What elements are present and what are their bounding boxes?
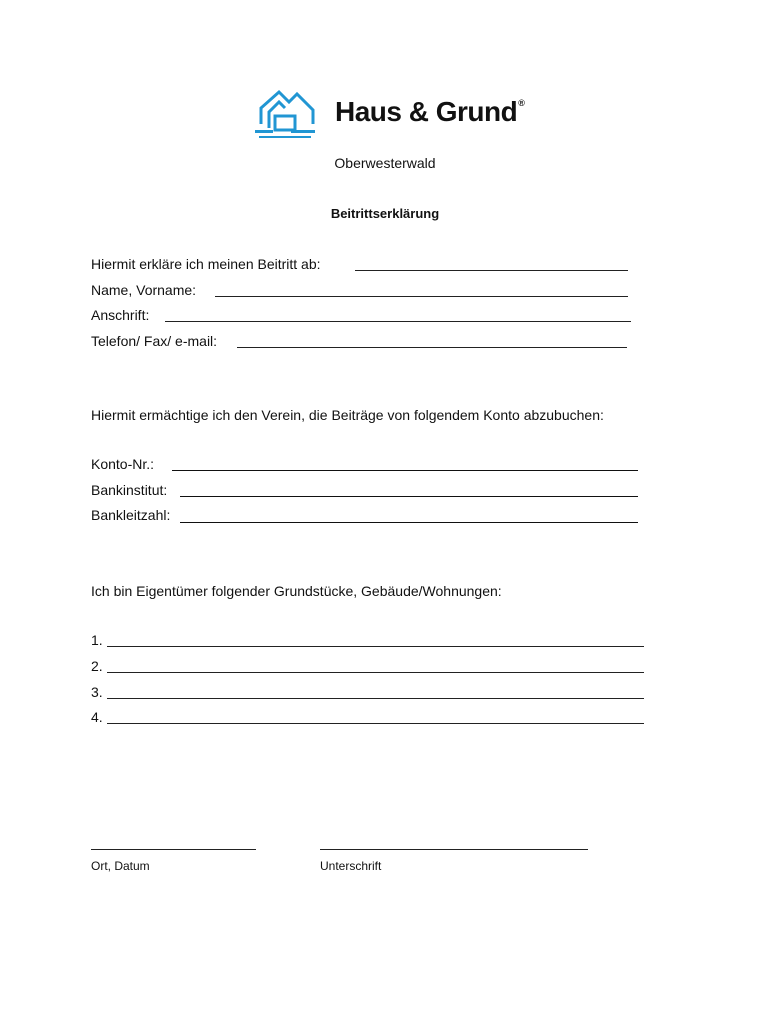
bank-code-line[interactable] xyxy=(180,522,638,523)
property-line-4[interactable] xyxy=(107,723,644,724)
registered-mark: ® xyxy=(518,98,525,108)
place-date-label: Ort, Datum xyxy=(91,859,150,873)
start-date-line[interactable] xyxy=(355,270,628,271)
field-label: Bankinstitut: xyxy=(91,482,168,498)
name-line[interactable] xyxy=(215,296,628,297)
logo xyxy=(251,84,531,146)
signature-label: Unterschrift xyxy=(320,859,382,873)
house-logo-icon xyxy=(251,84,331,146)
account-line[interactable] xyxy=(172,470,638,471)
place-date-line[interactable] xyxy=(91,849,256,850)
field-label: Konto-Nr.: xyxy=(91,456,155,472)
ownership-text: Ich bin Eigentümer folgender Grundstücke, Gebäude/Wohnungen: xyxy=(91,583,502,599)
institute-line[interactable] xyxy=(180,496,638,497)
authorization-text: Hiermit ermächtige ich den Verein, die Beiträge von folgendem Konto abzubuchen: xyxy=(91,407,604,423)
field-label: Anschrift: xyxy=(91,307,150,323)
address-line[interactable] xyxy=(165,321,631,322)
contact-line[interactable] xyxy=(237,347,627,348)
brand-name: Haus & Grund xyxy=(335,96,518,127)
property-line-1[interactable] xyxy=(107,646,644,647)
subtitle: Oberwesterwald xyxy=(334,155,436,171)
page-title: Beitrittserklärung xyxy=(330,206,440,221)
field-label: Name, Vorname: xyxy=(91,282,197,298)
field-label: Telefon/ Fax/ e-mail: xyxy=(91,333,218,349)
field-label: Bankleitzahl: xyxy=(91,507,171,523)
signature-line[interactable] xyxy=(320,849,588,850)
field-label: Hiermit erkläre ich meinen Beitritt ab: xyxy=(91,256,321,272)
property-line-3[interactable] xyxy=(107,698,644,699)
property-line-2[interactable] xyxy=(107,672,644,673)
